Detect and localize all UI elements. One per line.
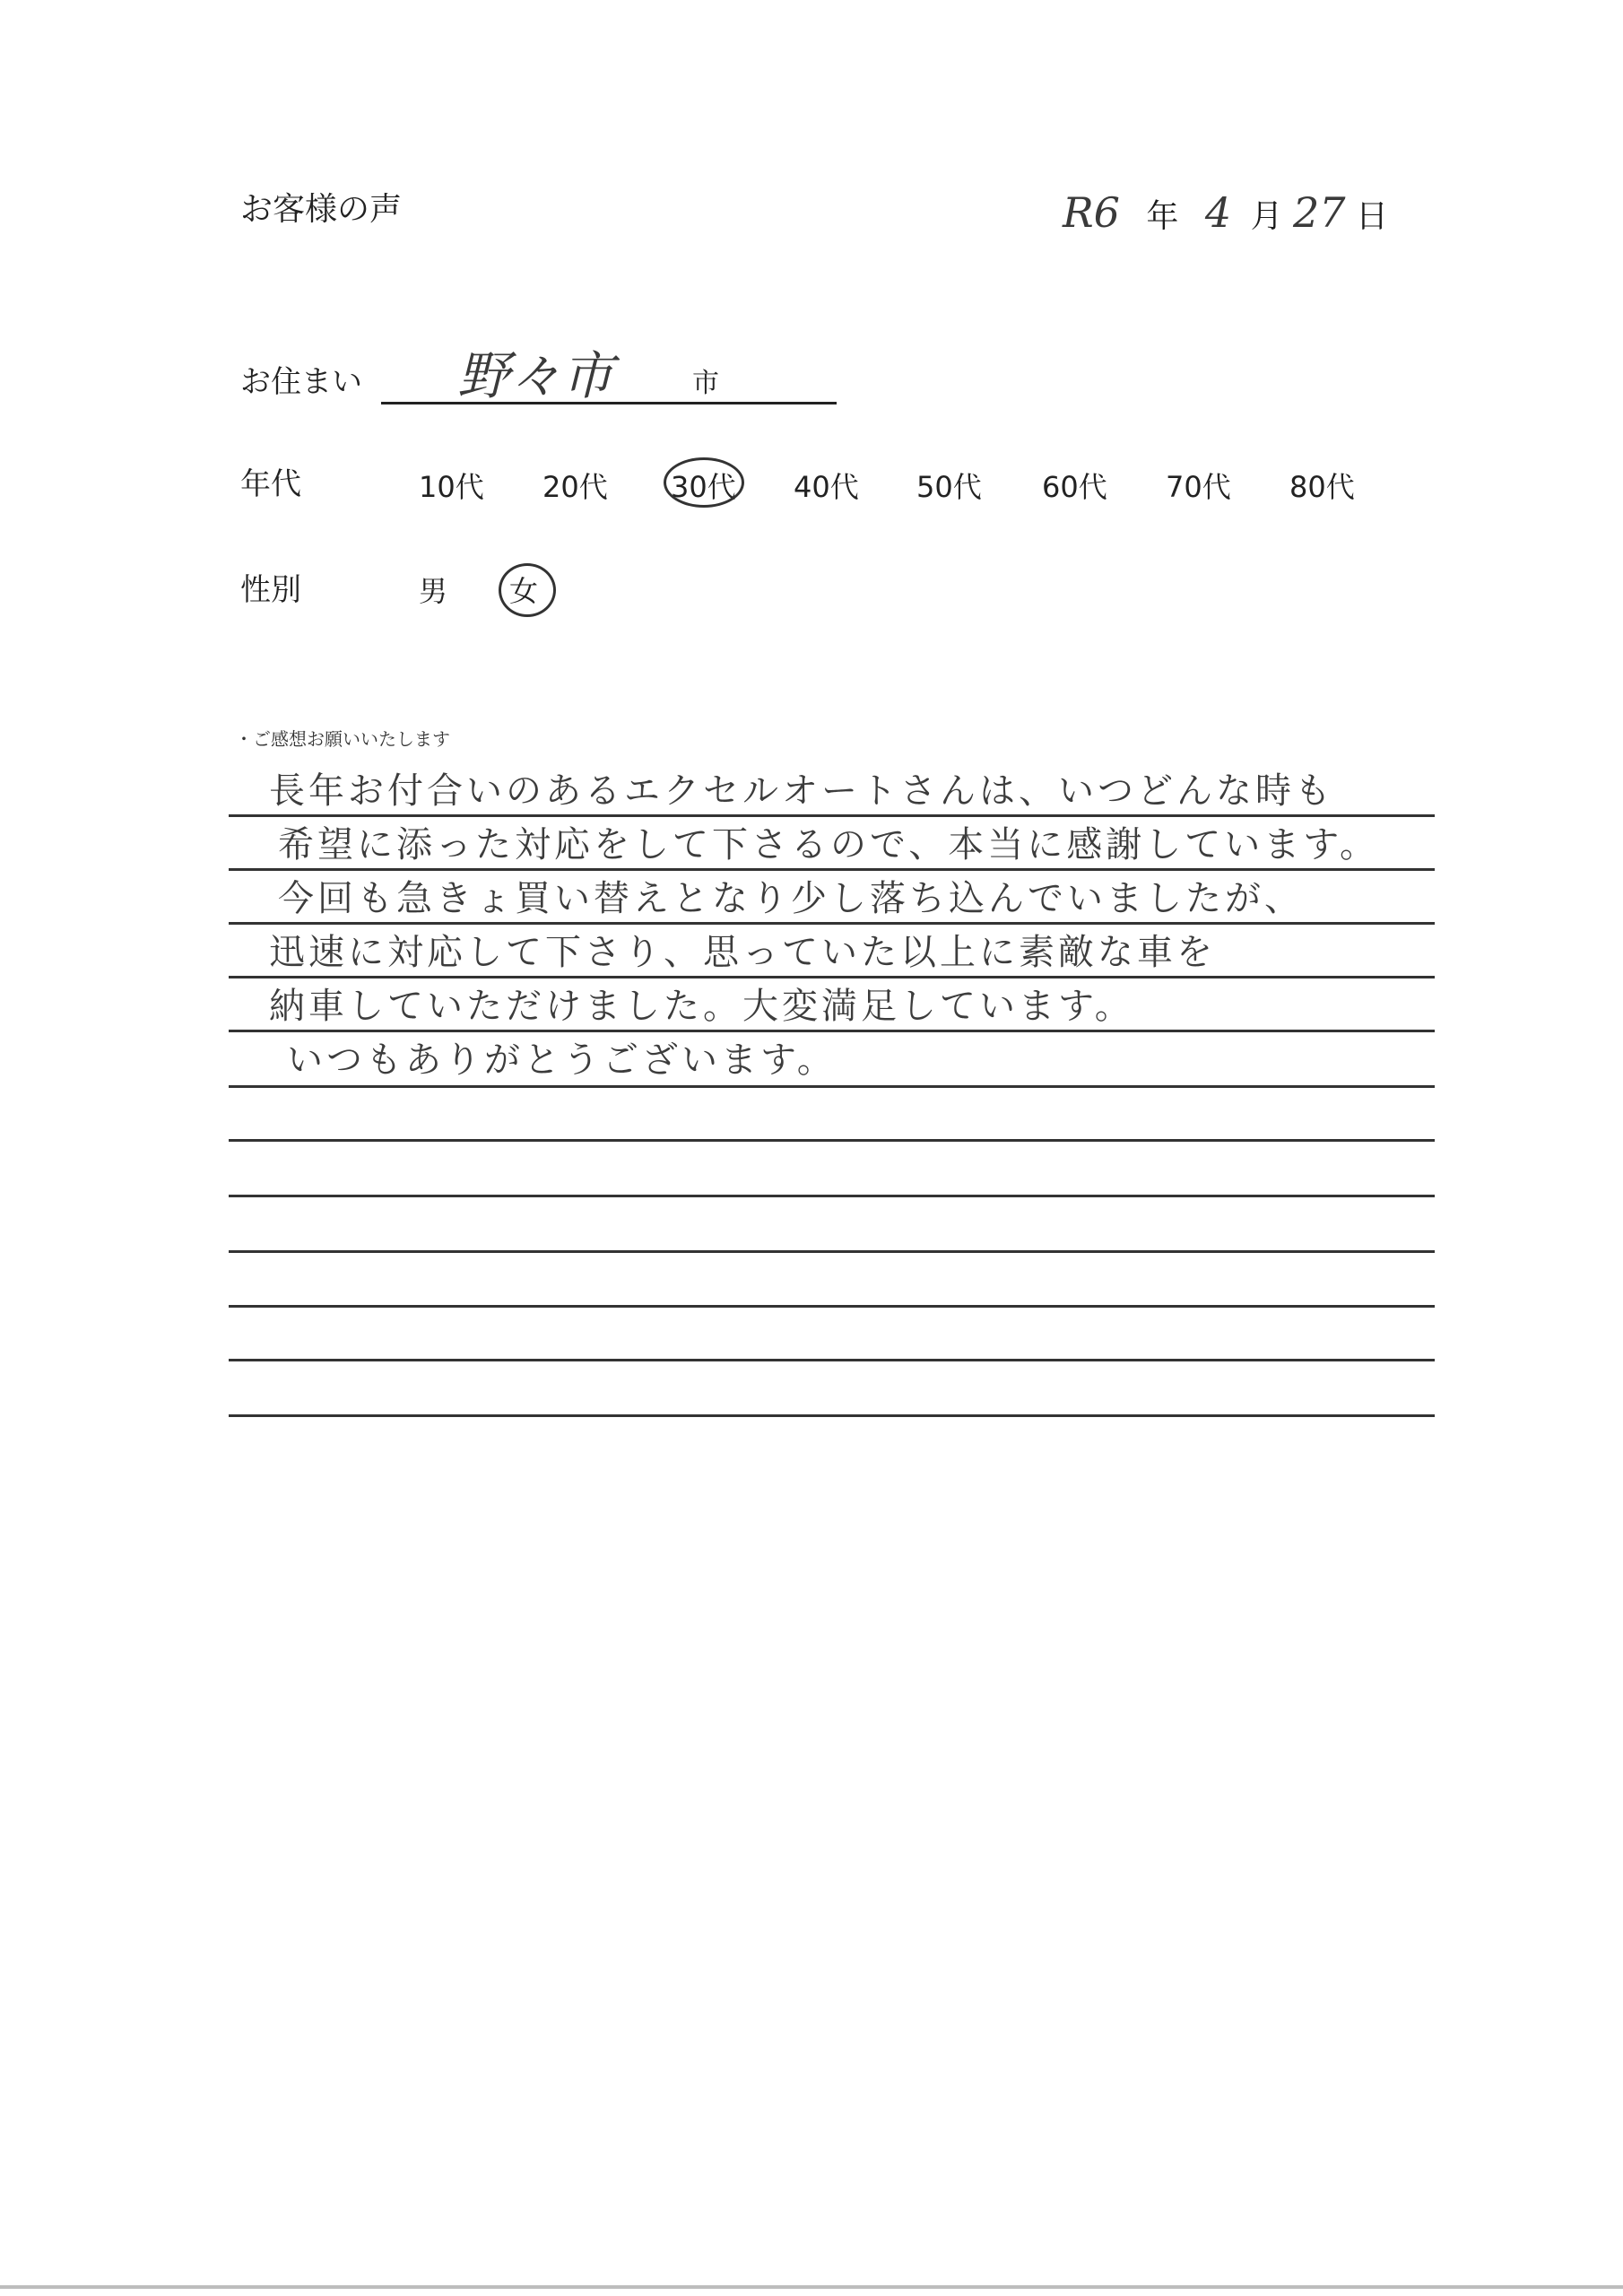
date-era: R6 bbox=[1063, 188, 1120, 237]
ruled-line bbox=[229, 1250, 1435, 1253]
comment-line-6: いつもありがとうございます。 bbox=[287, 1039, 837, 1081]
ruled-line bbox=[229, 1305, 1435, 1308]
residence-label: お住まい bbox=[240, 364, 362, 400]
comments-heading: ・ご感想お願いいたします bbox=[235, 728, 450, 750]
age-option-30: 30代 bbox=[671, 470, 736, 504]
age-option-40: 40代 bbox=[794, 470, 859, 504]
age-option-70: 70代 bbox=[1166, 470, 1231, 504]
residence-suffix: 市 bbox=[692, 368, 719, 399]
age-option-80: 80代 bbox=[1289, 470, 1355, 504]
ruled-line bbox=[229, 1085, 1435, 1088]
ruled-line bbox=[229, 976, 1435, 978]
form-title: お客様の声 bbox=[240, 191, 403, 228]
comment-line-4: 迅速に対応して下さり、思っていた以上に素敵な車を bbox=[269, 932, 1216, 973]
ruled-line bbox=[229, 1414, 1435, 1417]
ruled-line bbox=[229, 922, 1435, 925]
scan-edge bbox=[0, 2285, 1623, 2289]
date-month: 4 bbox=[1204, 188, 1232, 237]
comment-line-3: 今回も急きょ買い替えとなり少し落ち込んでいましたが、 bbox=[278, 878, 1304, 919]
comment-line-1: 長年お付合いのあるエクセルオートさんは、いつどんな時も bbox=[269, 770, 1334, 812]
ruled-line bbox=[229, 1359, 1435, 1361]
gender-option-male: 男 bbox=[419, 574, 448, 608]
age-selection-circle bbox=[664, 457, 744, 508]
age-option-20: 20代 bbox=[542, 470, 608, 504]
gender-label: 性別 bbox=[240, 572, 301, 608]
date-month-unit: 月 bbox=[1250, 198, 1283, 235]
comment-line-5: 納車していただけました。大変満足しています。 bbox=[269, 986, 1134, 1027]
date-day: 27 bbox=[1293, 188, 1346, 237]
residence-value: 野々市 bbox=[457, 345, 614, 406]
date-field bbox=[1063, 188, 1388, 237]
date-year-unit: 年 bbox=[1146, 198, 1179, 235]
ruled-line bbox=[229, 814, 1435, 817]
age-option-50: 50代 bbox=[916, 470, 982, 504]
gender-selection-circle bbox=[499, 563, 556, 617]
date-day-unit: 日 bbox=[1356, 198, 1389, 235]
residence-underline bbox=[381, 402, 837, 404]
comment-line-2: 希望に添った対応をして下さるので、本当に感謝しています。 bbox=[278, 824, 1379, 865]
age-option-10: 10代 bbox=[419, 470, 484, 504]
ruled-line bbox=[229, 1195, 1435, 1197]
ruled-line bbox=[229, 1139, 1435, 1142]
gender-option-female: 女 bbox=[509, 574, 539, 608]
age-option-60: 60代 bbox=[1042, 470, 1107, 504]
ruled-line bbox=[229, 1030, 1435, 1032]
age-label: 年代 bbox=[240, 466, 301, 502]
ruled-line bbox=[229, 868, 1435, 871]
